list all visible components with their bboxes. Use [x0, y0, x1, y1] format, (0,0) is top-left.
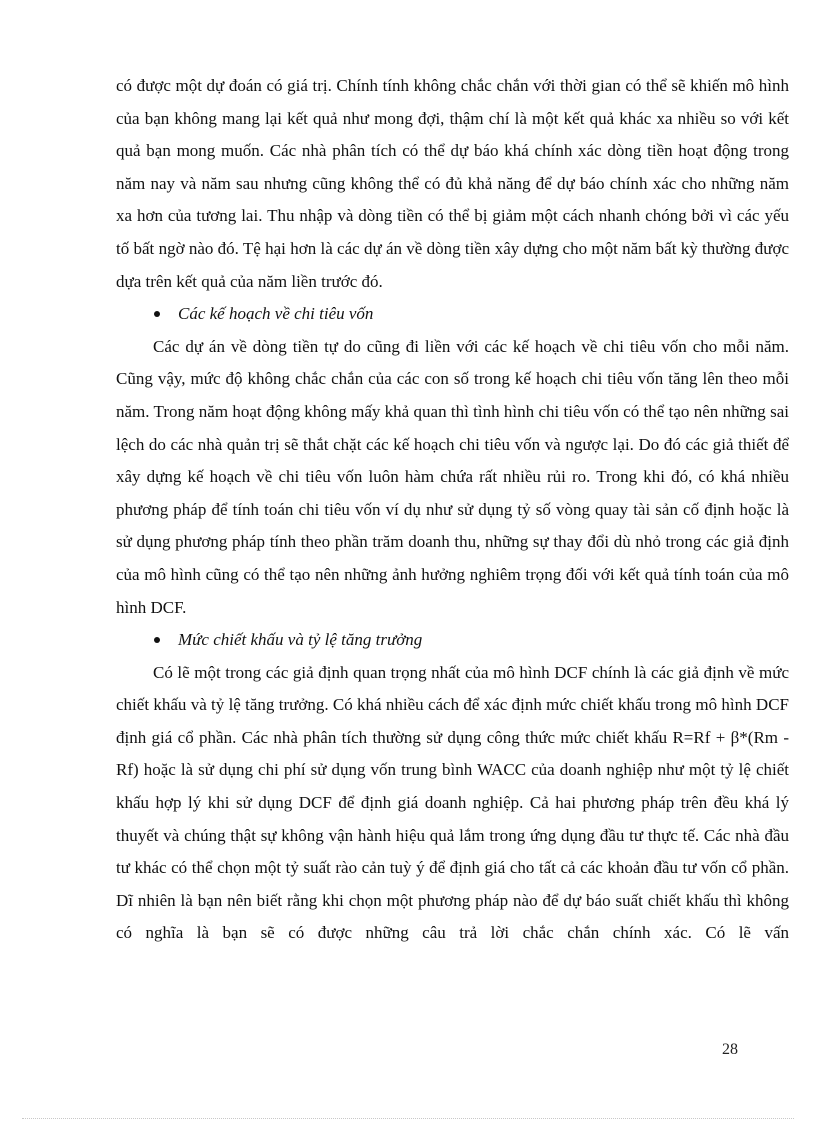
page-number: 28: [722, 1041, 738, 1058]
document-page: [116, 70, 789, 950]
page-bottom-divider: [22, 1118, 794, 1119]
heading-discount-text: Mức chiết khấu và tỷ lệ tăng trưởng: [178, 630, 423, 650]
bullet-heading-capex: [116, 298, 789, 331]
bullet-heading-discount: [116, 624, 789, 657]
paragraph-capex: Các dự án về dòng tiền tự do cũng đi liền với các kế hoạch về chi tiêu vốn cho mỗi năm. Cũng vậy, mức độ không chắc chắn của các con số trong kế hoạch chi tiêu vốn tăng lên theo mỗi năm. Trong năm hoạt động không mấy khả quan thì tình hình chi tiêu vốn có thể tạo nên những sai lệch do các nhà quản trị sẽ thắt chặt các kế hoạch chi tiêu vốn và ngược lại. Do đó các giả thiết để xây dựng kế hoạch về chi tiêu vốn luôn hàm chứa rất nhiều rủi ro. Trong khi đó, có khá nhiều phương pháp để tính toán chi tiêu vốn ví dụ như sử dụng tỷ số vòng quay tài sản cố định hoặc là sử dụng phương pháp tính theo phần trăm doanh thu, những sự thay đổi dù nhỏ trong các giả định của mô hình cũng có thể tạo nên những ảnh hưởng nghiêm trọng đối với kết quả tính toán của mô hình DCF.: [116, 336, 789, 617]
bullet-dot-icon: [154, 311, 160, 317]
paragraph-discount: Có lẽ một trong các giả định quan trọng nhất của mô hình DCF chính là các giả định về mức chiết khấu và tỷ lệ tăng trưởng. Có khá nhiều cách để xác định mức chiết khấu trong mô hình DCF định giá cổ phần. Các nhà phân tích thường sử dụng công thức mức chiết khấu R=Rf + β*(Rm - Rf) hoặc là sử dụng chi phí sử dụng vốn trung bình WACC của doanh nghiệp như một tỷ lệ chiết khấu hợp lý khi sử dụng DCF để định giá doanh nghiệp. Cả hai phương pháp trên đều khá lý thuyết và chúng thật sự không vận hành hiệu quả lắm trong ứng dụng đầu tư thực tế. Các nhà đầu tư khác có thể chọn một tỷ suất rào cản tuỳ ý để định giá cho tất cả các khoản đầu tư vốn cổ phần. Dĩ nhiên là bạn nên biết rằng khi chọn một phương pháp nào để dự báo suất chiết khấu thì không có nghĩa là bạn sẽ có được những câu trả lời chắc chắn chính xác. Có lẽ vấn: [116, 662, 789, 943]
bullet-dot-icon: [154, 637, 160, 643]
paragraph-uncertainty: có được một dự đoán có giá trị. Chính tính không chắc chắn với thời gian có thể sẽ khiến mô hình của bạn không mang lại kết quả như mong đợi, thậm chí là một kết quả khác xa nhiều so với kết quả bạn mong muốn. Các nhà phân tích có thể dự báo khá chính xác dòng tiền hoạt động trong năm nay và năm sau nhưng cũng không thể có đủ khả năng để dự báo chính xác cho những năm xa hơn của tương lai. Thu nhập và dòng tiền có thể bị giảm một cách nhanh chóng bởi vì các yếu tố bất ngờ nào đó. Tệ hại hơn là các dự án về dòng tiền xây dựng cho một năm bất kỳ thường được dựa trên kết quả của năm liền trước đó.: [116, 76, 789, 291]
heading-capex-text: Các kế hoạch về chi tiêu vốn: [178, 304, 374, 324]
